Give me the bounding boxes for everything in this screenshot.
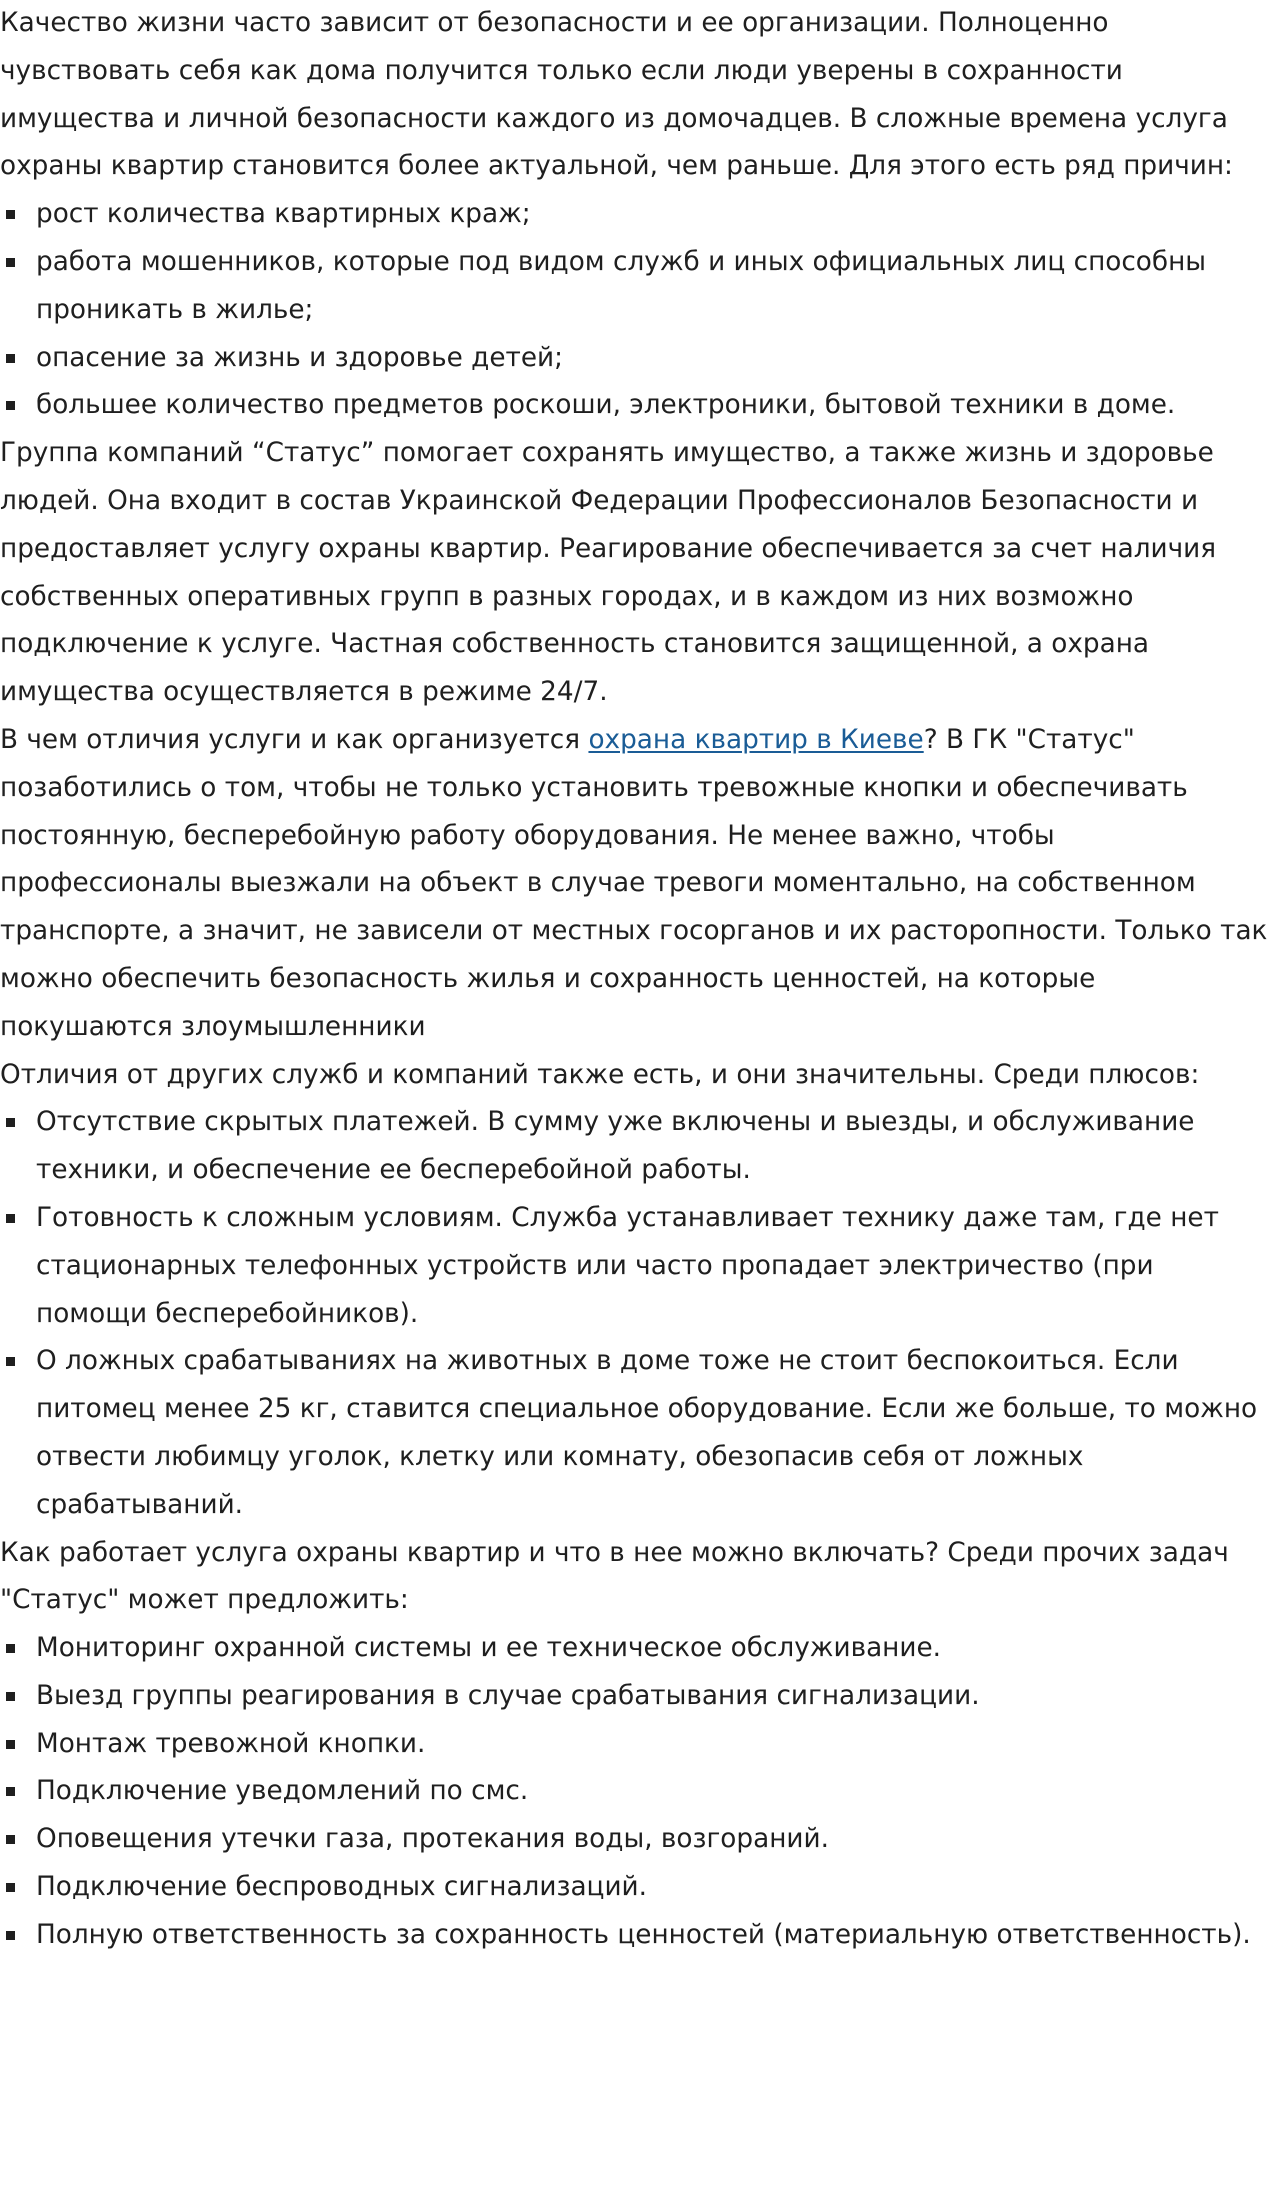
list-item: Оповещения утечки газа, протекания воды, возгораний. xyxy=(0,1816,1270,1864)
square-bullet-icon xyxy=(6,1835,15,1844)
services-list xyxy=(0,1625,1270,1960)
square-bullet-icon xyxy=(6,1214,15,1223)
reasons-list xyxy=(0,191,1270,430)
square-bullet-icon xyxy=(6,258,15,267)
square-bullet-icon xyxy=(6,1357,15,1366)
list-item: Выезд группы реагирования в случае срабатывания сигнализации. xyxy=(0,1673,1270,1721)
services-intro: Как работает услуга охраны квартир и что в нее можно включать? Среди прочих задач "Статус" может предложить: xyxy=(0,1537,1229,1616)
list-item: большее количество предметов роскоши, электроники, бытовой техники в доме. xyxy=(0,382,1270,430)
difference-text-end: ? В ГК "Статус" позаботились о том, чтобы не только установить тревожные кнопки и обеспечивать постоянную, бесперебойную работу оборудования. Не менее важно, чтобы профессионалы выезжали на объект в случае тревоги моментально, на собственном транспорте, а значит, не зависели от местных госорганов и их расторопности. Только так можно обеспечить безопасность жилья и сохранность ценностей, на которые покушаются злоумышленники xyxy=(0,724,1268,1042)
square-bullet-icon xyxy=(6,1644,15,1653)
intro-paragraph: Качество жизни часто зависит от безопасности и ее организации. Полноценно чувствовать себя как дома получится только если люди уверены в сохранности имущества и личной безопасности каждого из домочадцев. В сложные времена услуга охраны квартир становится более актуальной, чем раньше. Для этого есть ряд причин: xyxy=(0,8,1233,182)
list-item: Отсутствие скрытых платежей. В сумму уже включены и выезды, и обслуживание техники, и обеспечение ее бесперебойной работы. xyxy=(0,1099,1270,1195)
square-bullet-icon xyxy=(6,1931,15,1940)
list-item: Полную ответственность за сохранность ценностей (материальную ответственность). xyxy=(0,1912,1270,1960)
list-item: Монтаж тревожной кнопки. xyxy=(0,1721,1270,1769)
list-item: работа мошенников, которые под видом служб и иных официальных лиц способны проникать в жилье; xyxy=(0,239,1270,335)
advantages-list xyxy=(0,1099,1270,1529)
company-paragraph: Группа компаний “Статус” помогает сохранять имущество, а также жизнь и здоровье людей. Она входит в состав Украинской Федерации Профессионалов Безопасности и предоставляет услугу охраны квартир. Реагирование обеспечивается за счет наличия собственных оперативных групп в разных городах, и в каждом из них возможно подключение к услуге. Частная собственность становится защищенной, а охрана имущества осуществляется в режиме 24/7. xyxy=(0,438,1217,708)
square-bullet-icon xyxy=(6,210,15,219)
list-item: Мониторинг охранной системы и ее техническое обслуживание. xyxy=(0,1625,1270,1673)
list-item: рост количества квартирных краж; xyxy=(0,191,1270,239)
square-bullet-icon xyxy=(6,354,15,363)
difference-text-start: В чем отличия услуги и как организуется xyxy=(0,724,589,755)
square-bullet-icon xyxy=(6,1883,15,1892)
list-item: Подключение уведомлений по смс. xyxy=(0,1768,1270,1816)
list-item: опасение за жизнь и здоровье детей; xyxy=(0,335,1270,383)
advantages-intro: Отличия от других служб и компаний также есть, и они значительны. Среди плюсов: xyxy=(0,1059,1200,1090)
square-bullet-icon xyxy=(6,1740,15,1749)
list-item: О ложных срабатываниях на животных в доме тоже не стоит беспокоиться. Если питомец менее 25 кг, ставится специальное оборудование. Если же больше, то можно отвести любимцу уголок, клетку или комнату, обезопасив себя от ложных срабатываний. xyxy=(0,1338,1270,1529)
kiev-apartment-security-link[interactable]: охрана квартир в Киеве xyxy=(588,724,924,755)
square-bullet-icon xyxy=(6,401,15,410)
square-bullet-icon xyxy=(6,1787,15,1796)
square-bullet-icon xyxy=(6,1118,15,1127)
list-item: Подключение беспроводных сигнализаций. xyxy=(0,1864,1270,1912)
list-item: Готовность к сложным условиям. Служба устанавливает технику даже там, где нет стационарных телефонных устройств или часто пропадает электричество (при помощи бесперебойников). xyxy=(0,1195,1270,1338)
difference-paragraph xyxy=(0,717,1270,1052)
square-bullet-icon xyxy=(6,1692,15,1701)
